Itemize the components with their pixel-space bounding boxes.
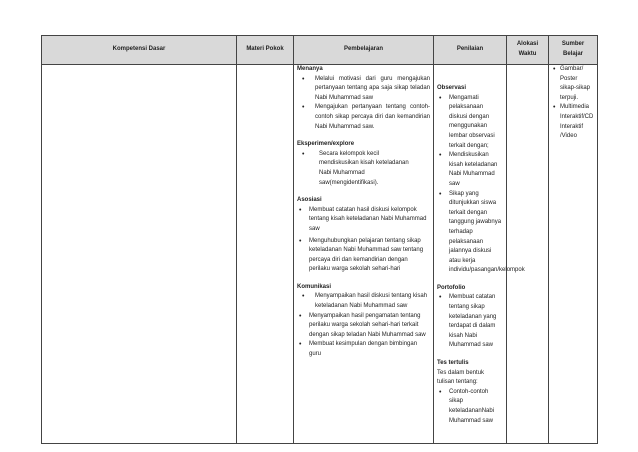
header-penilaian: Penilaian xyxy=(434,36,507,65)
section-title-komunikasi: Komunikasi xyxy=(297,283,332,290)
table-row xyxy=(42,65,598,444)
header-sumber-belajar: Sumber Belajar xyxy=(549,36,598,65)
list-item: • Mengajukan pertanyaan tentang contoh-contoh sikap percaya diri dan kemandirian Nabi Muhammad saw. xyxy=(297,103,430,132)
section-title-portofolio: Portofolio xyxy=(437,284,466,291)
list-item: • Multimedia Interaktif/CD Interaktif /Video xyxy=(552,103,594,141)
list-item: • Gambar/ Poster sikap-sikap terpuji. xyxy=(552,65,594,103)
list-item: • Melalui motivasi dari guru mengajukan pertanyaan tentang apa saja sikap teladan Nabi Muhammad saw xyxy=(297,75,430,104)
cell-alokasi-waktu xyxy=(507,65,549,444)
list-item: • Menyampaikan hasil diskusi tentang kisah keteladanan Nabi Muhammad saw xyxy=(297,292,430,311)
cell-sumber-belajar xyxy=(549,65,598,444)
list-item: • Sikap yang ditunjukkan siswa terkait dengan tanggung jawabnya terhadap pelaksanaan jalannya diskusi atau kerja individu/pasangan/kelompok xyxy=(437,190,503,276)
lesson-plan-table xyxy=(41,35,598,444)
list-item: • Menyampaikan hasil pengamatan tentang perilaku warga sekolah sehari-hari terkait dengan sikap teladan Nabi Muhammad saw xyxy=(297,312,430,341)
header-pembelajaran: Pembelajaran xyxy=(294,36,434,65)
section-title-tes-tertulis: Tes tertulis xyxy=(437,360,469,367)
section-title-observasi: Observasi xyxy=(437,85,467,91)
list-item: • Membuat kesimpulan dengan bimbingan guru xyxy=(297,340,430,359)
section-title-menanya: Menanya xyxy=(297,66,323,72)
list-item: • Contoh-contoh sikap keteladananNabi Muhammad saw xyxy=(437,388,503,426)
komunikasi-list xyxy=(297,292,430,359)
table-header-row xyxy=(42,36,598,65)
cell-pembelajaran xyxy=(294,65,434,444)
section-title-eksperimen: Eksperimen/explore xyxy=(297,141,355,148)
list-item: • Membuat catatan tentang sikap keteladanan yang terdapat di dalam kisah Nabi Muhammad saw xyxy=(437,293,503,351)
header-kompetensi-dasar: Kompetensi Dasar xyxy=(42,36,237,65)
section-title-asosiasi: Asosiasi xyxy=(297,197,322,204)
header-materi-pokok: Materi Pokok xyxy=(237,36,294,65)
cell-penilaian xyxy=(434,65,525,444)
list-item: • Mengamati pelaksanaan diskusi dengan menggunakan lembar observasi terkait dengan; xyxy=(437,94,503,152)
header-alokasi-waktu: Alokasi Waktu xyxy=(507,36,549,65)
sumber-list xyxy=(552,65,594,142)
portofolio-list xyxy=(437,293,503,351)
tes-tertulis-list xyxy=(437,388,503,426)
observasi-list xyxy=(437,94,525,276)
asosiasi-list xyxy=(297,206,430,275)
tes-tertulis-intro: Tes dalam bentuk tulisan tentang: xyxy=(437,369,485,386)
list-item: • Mendiskusikan kisah keteladanan Nabi Muhammad saw xyxy=(437,151,503,189)
menanya-list xyxy=(297,75,430,133)
eksperimen-list xyxy=(297,150,430,188)
list-item: • Menguhubungkan pelajaran tentang sikap keteladanan Nabi Muhammad saw tentang percaya diri dan kemandirian dengan perilaku warga sekolah sehari-hari xyxy=(297,237,430,275)
cell-materi-pokok xyxy=(237,65,294,444)
cell-kompetensi-dasar xyxy=(42,65,237,444)
list-item: • Membuat catatan hasil diskusi kelompok tentang kisah keteladanan Nabi Muhammad saw xyxy=(297,206,430,235)
list-item: • Secara kelompok kecil mendiskusikan kisah keteladanan Nabi Muhammad saw(mengidentifikasi). xyxy=(297,150,430,188)
